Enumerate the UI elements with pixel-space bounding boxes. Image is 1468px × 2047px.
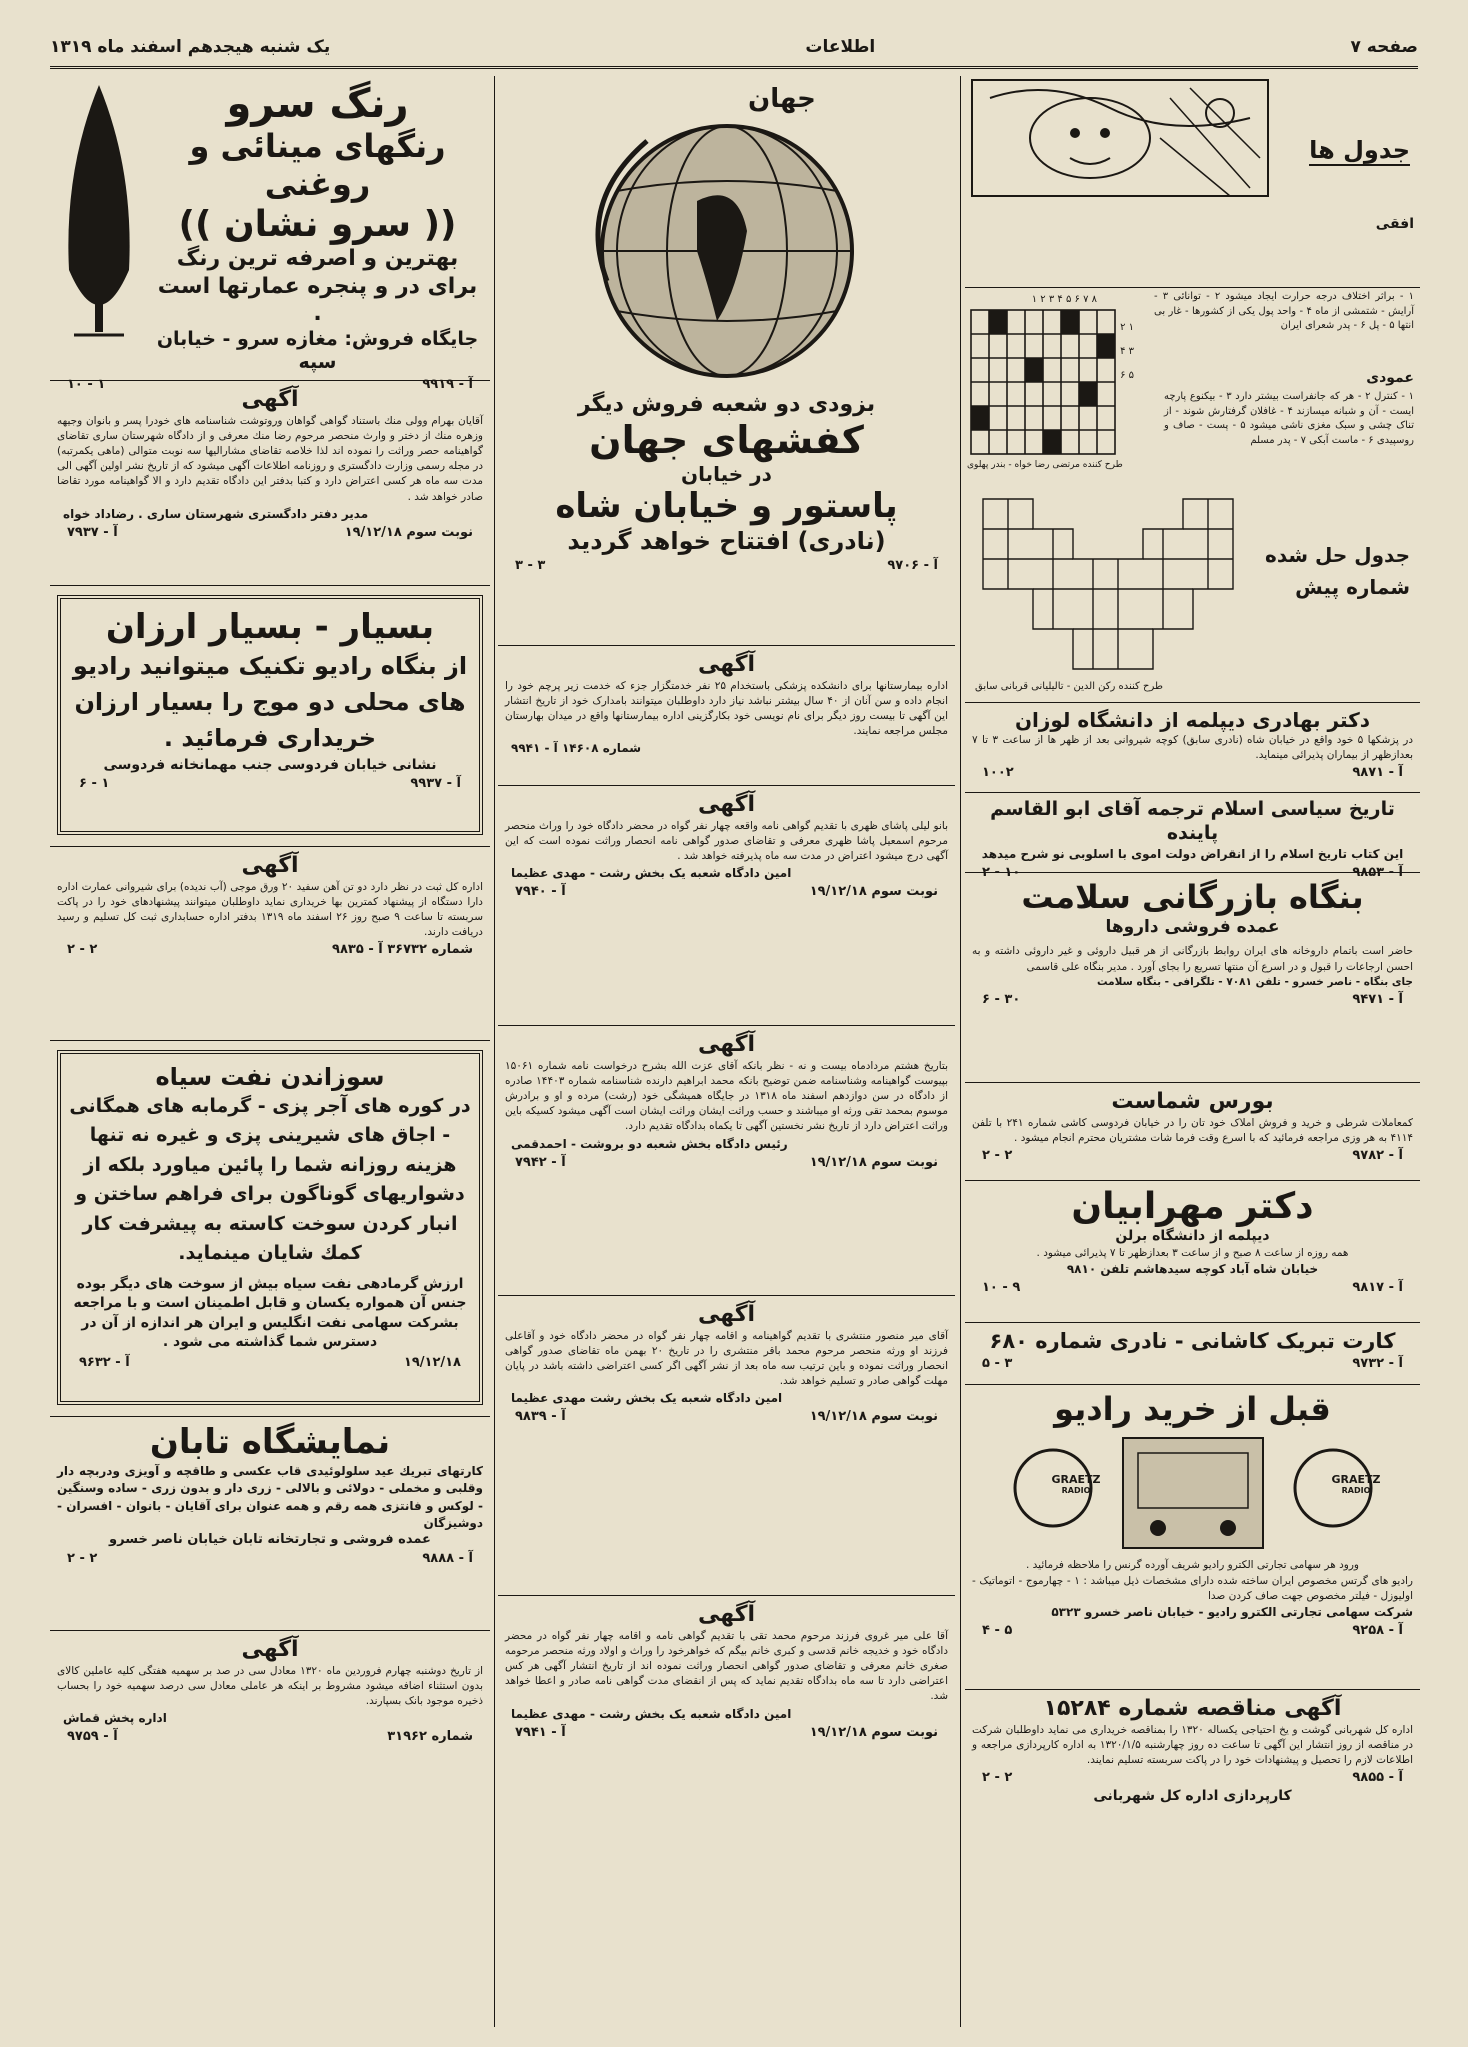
crossword-grid: [969, 308, 1119, 458]
middle-column: [498, 76, 955, 2027]
ad-signature: امین دادگاه شعبه یک بخش رشت - مهدی عظیما: [511, 866, 792, 881]
ad-line-4: بهترین و اصرفه ترین رنگ: [176, 246, 459, 272]
ad-line-1: رنگ سرو: [226, 81, 409, 127]
ref-run: ۹ - ۱۰: [982, 1280, 1021, 1296]
ad-inheritance-notice: [50, 381, 490, 586]
down-heading: عمودی: [1366, 370, 1414, 386]
ad-subtitle: دیپلمه از دانشگاه برلن: [1115, 1228, 1270, 1245]
crossword-author: طرح کننده مرتضی رضا خواه - بندر پهلوی: [967, 460, 1123, 470]
issue-date: یک شنبه هیجدهم اسفند ماه ۱۳۱۹: [50, 37, 331, 57]
radio-brand-right: [1311, 1473, 1401, 1495]
ref-number: آ - ۹۲۵۸: [1352, 1623, 1403, 1639]
ad-signature: اداره پخش قماش: [63, 1711, 167, 1726]
ad-title: آگهی: [697, 792, 756, 817]
cypress-tree-icon: [54, 80, 144, 350]
ad-reference: [972, 763, 1413, 782]
ad-reference: [505, 556, 948, 575]
ref-number: آ - ۹۸۸۸: [422, 1551, 473, 1567]
ad-title: آگهی: [697, 652, 756, 677]
ref-number: آ - ۹۶۳۲: [79, 1355, 130, 1370]
ref-number: آ - ۹۸۳۹: [515, 1409, 566, 1425]
ad-body: بانو لیلی پاشای ظهری با تقدیم گواهی نامه واقعه چهار نفر گواه در محضر دادگاه خود را وراث منحصر مرحوم اسمعیل پاشا ظهری معرفی و تقاضای صدور گواهی نامه انحصار وراثت نموده است که این آگهی درج میشود اعتراض در مدت سه ماه پذیرفته خواهد شد .: [505, 819, 948, 862]
ref-number: شماره ۳۶۷۳۲ آ - ۹۸۳۵: [332, 942, 473, 958]
ad-title: بنگاه بازرگانی سلامت: [1021, 878, 1364, 916]
across-clues: ۱ - براثر اختلاف درجه حرارت ایجاد میشود ۲ - توانائی ۳ - آرایش - شتمشی از ماه ۴ - واحد پول یکی از کشورها - غار بی انتها ۵ - پل ۶ - پدر شعرای ایران: [1154, 291, 1415, 331]
brand-sub: RADIO: [1341, 1486, 1371, 1495]
solved-title: جدول حل شده: [1265, 543, 1410, 567]
down-clues: ۱ - کنترل ۲ - هر که جانفراست بیشتر دارد ۳ - بیکنوع پارچه ایست - آن و شبانه میسازند ۴ - غافلان گرفتارش شوند - از تناک چشی و سبک مغزی ناشی میشود ۵ - پست - صاف و روسپیدی ۶ - ماست آبکی ۷ - پدر مسلم: [1164, 391, 1414, 446]
newspaper-name: اطلاعات: [805, 37, 876, 57]
ad-title: کارت تبریک کاشانی - نادری شماره ۶۸۰: [989, 1329, 1396, 1353]
ad-line-4: پاستور و خیابان شاه: [555, 486, 898, 527]
ad-line-1: بزودی دو شعبه فروش دیگر: [577, 392, 876, 417]
ref-number: شماره ۳۱۹۶۲: [387, 1729, 473, 1745]
ref-run: ۳ - ۳: [515, 558, 546, 574]
right-column: [965, 76, 1420, 2027]
ad-doctor-mehrabian: [965, 1181, 1420, 1323]
ad-islam-history-book: [965, 793, 1420, 880]
ad-line-2: کفشهای جهان: [589, 417, 864, 462]
ad-title: آگهی: [241, 853, 299, 878]
ad-graetz-radio: [965, 1385, 1420, 1690]
ref-number: آ - ۷۹۴۰: [515, 884, 566, 900]
ref-run: ۲ - ۲: [67, 1551, 98, 1567]
ad-title: نمایشگاه تابان: [149, 1422, 391, 1462]
ad-address: خیابان شاه آباد کوچه سیدهاشم تلفن ۹۸۱۰: [1066, 1261, 1319, 1276]
ad-reference: [972, 1768, 1413, 1787]
crossword-header: [965, 76, 1420, 288]
ad-body: اداره کل شهربانی گوشت و یخ احتیاجی یکساله ۱۳۲۰ را بمناقصه خریداری می نماید داوطلبان شرکت در مناقصه از روز انتشار این آگهی تا ساعت ده روز چهارشنبه ۱۳۲۰/۱/۵ به اداره کارپردازی مراجعه و اطلاعات لازم را تحصیل و پیشنهادات خود را در پاکت سربسته تسلیم نمایند.: [972, 1723, 1413, 1766]
ad-body: در کوره های آجر پزی - گرمابه های همگانی - اجاق های شیرینی پزی و غیره نه تنها هزینه روزانه شما را پائین میاورد بلکه از دشواریهای گوناگون برای فراهم ساختن و انبار کردن سوخت کاسته به پیشرفت کار کمك شایان مینماید.: [69, 1095, 471, 1265]
ad-signature: امین دادگاه شعبه یک بخش رشت - مهدی عظیما: [511, 1706, 792, 1721]
ad-black-oil: [50, 1041, 490, 1416]
ad-title: دکتر مهرابیان: [1071, 1186, 1314, 1227]
ad-boorse: [965, 1083, 1420, 1181]
ad-line-5: (نادری) افتتاح خواهد گردید: [567, 527, 886, 556]
ad-reference: [972, 990, 1413, 1009]
column-rule: [494, 76, 495, 2027]
ref-number: آ - ۷۹۴۲: [515, 1154, 566, 1170]
ad-cheap-radio: [50, 586, 490, 846]
ad-court-notice-1: [498, 786, 955, 1026]
ad-reference: [69, 1353, 471, 1372]
ad-tender: [965, 1690, 1420, 1890]
ad-body: کمعاملات شرطی و خرید و فروش املاک خود تان را در خیابان فردوسی کاشی شماره ۲۴۱ با تلفن ۴۱۱۴ به هر وزی مراجعه فرمائید که با اسرع وقت فرما شات مشتریان محترم انجام میشود .: [972, 1116, 1414, 1144]
ad-body: از بنگاه رادیو تکنیک میتوانید رادیو های محلی دو موج را بسیار ارزان خریداری فرمائید .: [72, 651, 468, 752]
ad-frame: [57, 595, 483, 835]
ad-reference: شماره ۱۴۶۰۸ آ - ۹۹۴۱: [511, 741, 642, 756]
ref-number: آ - ۹۸۱۷: [1352, 1280, 1403, 1296]
ref-date: نوبت سوم ۱۹/۱۲/۱۸: [809, 1409, 938, 1425]
ad-body: بتاریخ هشتم مردادماه بیست و نه - نظر بانکه آقای عزت الله بشرح درخواست نامه شماره ۱۵۰۶۱ بپیوست گواهینامه وشناسنامه ضمن توضیح بانکه محمد ابراهیم دارنده شناسنامه شماره ۱۴۴۰۳ صادره از دادگاه در سن دوازدهم اسفند ماه ۱۳۱۸ در جایگاه همیشگی خود (رشت) مرده و او و برادرش موسوم بمحمد تقی ورثه او میباشند و حسب وراثت ایشان وراثت ایشان است آگهی میشود کسیکه باین وراثت اعتراض دارد از تاریخ نشر نخستین آگهی تا یکماه بدادگاه تقدیم دارد.: [505, 1059, 948, 1133]
ad-body-detail: ارزش گرمادهی نفت سیاه بیش از سوخت های دیگر بوده جنس آن همواره یکسان و قابل اطمینان است و با مراجعه بشرکت سهامی نفت انگلیس و ایران هر اندازه از آن در دسترس شما گذاشته می شود .: [73, 1275, 467, 1351]
ad-reference: [505, 882, 948, 901]
ad-address: نشانی خیابان فردوسی جنب مهمانخانه فردوسی: [103, 756, 437, 773]
left-column: [50, 76, 490, 2027]
ad-reference: [505, 1153, 948, 1172]
ad-line-3: (( سرو نشان )): [178, 203, 457, 245]
ref-run: ۲ - ۲: [982, 1770, 1013, 1786]
ad-court-notice-3: [498, 1296, 955, 1596]
ad-title: سوزاندن نفت سیاه: [155, 1063, 385, 1091]
ad-hospital-hiring: [498, 646, 955, 786]
ref-date: نوبت سوم ۱۹/۱۲/۱۸: [809, 884, 938, 900]
ad-address: جای بنگاه - ناصر خسرو - تلفن ۷۰۸۱ - تلگرافی - بنگاه سلامت: [1096, 975, 1413, 988]
ad-body: حاضر است باتمام داروخانه های ایران روابط بازرگانی از هر قبیل داروئی و غیر داروئی داشته و به احسن ارجاعات را قبول و در اسرع آن منتها تسریع را بجای آورد . مدیر بنگاه علی قاسمی: [972, 945, 1413, 973]
ad-title: قبل از خرید رادیو: [1054, 1390, 1331, 1428]
crossword-title: جدول ها: [1309, 136, 1410, 164]
ad-body: کارتهای تبریك عید سلولوئیدی قاب عکسی و طاقچه و آویزی ودربچه دار وقلبی و مخملی - دولائی و بالالی - زری دار و بدون زری - ساده وسنگین - لوکس و فانتزی همه رقم و همه عنوان برای آقایان - بانوان - افسران - دوشیزگان: [57, 1463, 483, 1530]
ad-reference: [57, 1727, 483, 1746]
ref-number: آ - ۹۴۷۱: [1352, 992, 1403, 1008]
ad-reference: [972, 1354, 1413, 1373]
ref-number: آ - ۹۸۵۳: [1352, 864, 1403, 880]
ref-date: نوبت سوم ۱۹/۱۲/۱۸: [809, 1724, 938, 1740]
ad-jahan-shoes: [498, 76, 955, 646]
ref-run: ۲ - ۲: [67, 942, 98, 958]
ref-run: ۱۰۰۲: [982, 765, 1014, 781]
ad-body: از تاریخ دوشنبه چهارم فروردین ماه ۱۳۲۰ معادل سی در صد بر سهمیه هفتگی کلیه عاملین کالای بدون استثناء اضافه میشود مشروط بر اینکه هر عاملی معادل سی درصد سهمیه خود را بحساب ذخیره موجود بانک بسپارند.: [57, 1664, 483, 1707]
ref-number: آ - ۹۹۱۹: [422, 377, 473, 393]
ad-court-notice-2: [498, 1026, 955, 1296]
ad-title: بورس شماست: [1111, 1089, 1274, 1114]
ad-reference: [57, 523, 483, 542]
ad-sarv-paint: [50, 76, 490, 393]
ad-signature: مدیر دفتر دادگستری شهرستان ساری . رضاداد خواه: [63, 506, 369, 521]
ad-textile-distribution: [50, 1631, 490, 1821]
ad-line-5: برای در و پنجره عمارتها است .: [157, 273, 478, 327]
ref-number: آ - ۹۸۵۵: [1352, 1770, 1403, 1786]
ref-number: آ - ۹۷۸۲: [1352, 1147, 1403, 1163]
ref-run: ۱۰ - ۲: [982, 864, 1021, 880]
ad-reference: [972, 1278, 1413, 1297]
ad-title: آگهی: [697, 1032, 756, 1057]
ad-title: آگهی: [697, 1302, 756, 1327]
ad-body: آقا علی میر غروی فرزند مرحوم محمد تقی با تقدیم گواهی نامه و اقامه چهار نفر گواه در محضر دادگاه خود و خدیجه خانم قدسی و کبری خانم بیگم که خواهرخود را وراث و اولاد ورثه منحصر مرحومه صغری خانم معرفی و تقاضای صدور گواهی انحصار وراثت نموده اند از تاریخ انتشار آگهی هر کس اعتراضی دارد تا سه ماه بدادگاه تقدیم نماید که پس از انقضای مدت گواهی نامه صادر و اعطا خواهد شد.: [505, 1629, 948, 1703]
ad-company: شرکت سهامی تجارتی الکترو رادیو - خیابان ناصر خسرو ۵۳۲۳: [1051, 1605, 1413, 1620]
ref-number: آ - ۷۹۳۷: [67, 524, 118, 540]
ad-signature: کارپردازی اداره کل شهربانی: [1093, 1788, 1292, 1805]
ad-title: آگهی: [241, 1637, 299, 1662]
ref-date: نوبت سوم ۱۹/۱۲/۱۸: [344, 524, 473, 540]
ad-title: آگهی: [241, 387, 299, 412]
ad-salamat-trading: [965, 873, 1420, 1083]
ref-run: ۲ - ۲: [982, 1147, 1013, 1163]
page-number: صفحه ۷: [1350, 37, 1418, 57]
ad-title: بسیار - بسیار ارزان: [105, 607, 435, 647]
ad-taban-exhibition: [50, 1416, 490, 1631]
ad-address: عمده فروشی و تجارتخانه تابان خیابان ناصر خسرو: [109, 1532, 431, 1548]
ad-greeting-card: [965, 1323, 1420, 1385]
solved-crossword: [965, 483, 1420, 703]
ad-title: دکتر بهادری دیپلمه از دانشگاه لوزان: [1014, 708, 1371, 732]
ref-run: ۵ - ۴: [982, 1623, 1013, 1639]
grid-top-numbers: ۸ ۷ ۶ ۵ ۴ ۳ ۲ ۱: [1031, 294, 1097, 305]
ref-number: آ - ۷۹۴۱: [515, 1724, 566, 1740]
jahan-logo: جهان: [748, 84, 816, 114]
crossword-illustration: [970, 78, 1270, 198]
radio-brand-left: [1031, 1473, 1121, 1495]
ad-title: آگهی مناقصه شماره ۱۵۲۸۴: [1043, 1696, 1342, 1721]
brand-name: GRAETZ: [1051, 1473, 1101, 1486]
ad-body: آقایان بهرام وولی منك باستناد گواهی گواهان وروتوشت شناسنامه های خودرا پسر و بانوان وجیهه وزهره منك از دختر و وارث منحصر مرحوم رضا منك معرفی و از دادگاه شهرستان ساری تقاضای گواهینامه حصر وراثت را نموده اند لذا خلاصه تقاضای مشارالیها سه نوبت متوالی (ماهی یکمرتبه) در مجله رسمی وزارت دادگستری و روزنامه اطلاعات آگهی میشود که از تاریخ نشر اولین آگهی الی مدت سه ماه هر کسی اعتراض دارد و کتبا بدفتر این دادگاه تقدیم دارد و الا گواهینامه مورد تقاضا صادر خواهد شد .: [57, 414, 483, 503]
crossword-puzzle: [965, 288, 1420, 483]
ad-reference: [57, 375, 483, 394]
ad-reference: [69, 774, 471, 793]
brand-sub: RADIO: [1061, 1486, 1091, 1495]
ref-number: آ - ۹۷۰۶: [887, 558, 938, 574]
ref-number: آ - ۹۹۳۷: [410, 775, 461, 791]
ref-run: ۱ - ۱۰: [67, 377, 106, 393]
across-heading: افقی: [1375, 216, 1414, 232]
ad-court-notice-4: [498, 1596, 955, 2016]
ad-reference: [972, 1621, 1413, 1640]
ad-body: ورود هر سهامی تجارتی الکترو رادیو شریف آورده گرنس را ملاحظه فرمائید .: [1026, 1559, 1359, 1572]
ad-title: تاریخ سیاسی اسلام ترجمه آقای ابو القاسم پاینده: [990, 798, 1395, 844]
ref-date: نوبت سوم ۱۹/۱۲/۱۸: [809, 1154, 938, 1170]
solved-author: طرح کننده رکن الدین - تالیلیانی قربانی سابق: [975, 681, 1163, 692]
grid-side-numbers: ۱ ۲ ۳ ۴ ۵ ۶: [1120, 322, 1134, 381]
globe-illustration: [587, 81, 867, 391]
ad-doctor-bahadori: [965, 703, 1420, 793]
ad-reference: [57, 940, 483, 959]
ad-body: در پزشکها ۵ خود واقع در خیابان شاه (نادری سابق) کوچه شیروانی بعد از ظهر ها از ساعت ۳ تا ۷ بعدازظهر از بیماران پذیرائی مینماید.: [972, 734, 1414, 762]
ref-number: آ - ۹۷۳۲: [1352, 1356, 1403, 1372]
ad-body: اداره بیمارستانها برای دانشکده پزشکی باستخدام ۲۵ نفر خدمتگزار جزء که خدمت زیر پرچم خود را انجام داده و سن آنان از ۴۰ سال بیشتر نباشد نیاز دارد داوطلبان میتوانند بامدارک خود از تاریخ انتشار این آگهی تا بیست روز دیگر برای نام نویسی خود بکارگزینی اداره بیمارستانها واقع در میدان بهارستان مجلس مراجعه نمایند.: [505, 679, 948, 738]
ad-body: آقای میر منصور منتشری با تقدیم گواهینامه و اقامه چهار نفر گواه در محضر دادگاه خود و آقاعلی فرزند او ورثه منحصر مرحوم محمد باقر منتشری را در تاریخ ۲۰ بهمن ماه تقاضای صدور گواهی انحصار وراثت نموده و باین ترتیب سه ماه بعد از نشر آگهی اگر کسی اعتراضی داشته باشد در پایان مهلت گواهی صادر و تسلیم خواهد شد.: [505, 1329, 948, 1388]
ad-body: این کتاب تاریخ اسلام را از انقراض دولت اموی با اسلوبی نو شرح میدهد: [981, 846, 1404, 861]
ref-run: ۳۰ - ۶: [982, 992, 1021, 1008]
ad-body: اداره کل ثبت در نظر دارد دو تن آهن سفید ۲۰ ورق موجی (آب ندیده) برای شیروانی عمارت اداره دارا دستگاه از پیشنهاد کمترین بها خریداری نماید داوطلبان میتوانند پیشنهادهای خود را در پاکت سربسته تا ساعت ۹ صبح روز ۲۶ اسفند ماه ۱۳۱۹ بدفتر اداره حسابداری ثبت کل تسلیم و رسید دریافت دارند.: [57, 880, 484, 939]
ad-subtitle: عمده فروشی داروها: [1105, 917, 1280, 938]
ad-frame: [57, 1050, 483, 1405]
ad-signature: رئیس دادگاه بخش شعبه دو بروشت - احمدقمی: [511, 1136, 788, 1151]
ad-title: آگهی: [697, 1602, 756, 1627]
ad-line-3: در خیابان: [681, 462, 772, 487]
ad-reference: [972, 1146, 1413, 1165]
ad-body: همه روزه از ساعت ۸ صبح و از ساعت ۳ بعدازظهر تا ۷ پذیرائی میشود .: [1036, 1246, 1349, 1259]
ref-number: آ - ۹۸۷۱: [1352, 765, 1403, 781]
brand-name: GRAETZ: [1331, 1473, 1381, 1486]
ref-run: آ - ۹۷۵۹: [67, 1729, 118, 1745]
ref-run: ۱ - ۶: [79, 775, 110, 791]
ad-body-detail: رادیو های گرتس مخصوص ایران ساخته شده دارای مشخصات ذیل میباشد : ۱ - چهارموج - اتوماتیک - اولیوزل - فیلتر مخصوص جهت صاف کردن صدا: [972, 1574, 1413, 1602]
ad-line-6: جایگاه فروش: مغازه سرو - خیابان سپه: [156, 327, 479, 374]
solved-subtitle: شماره پیش: [1295, 575, 1410, 599]
ref-run: ۳ - ۵: [982, 1356, 1013, 1372]
page-header: [50, 28, 1418, 69]
ad-reference: [57, 1549, 483, 1568]
solved-grid: [973, 489, 1243, 679]
column-rule: [960, 76, 961, 2027]
ad-signature: امین دادگاه شعبه یک بخش رشت مهدی عظیما: [511, 1391, 783, 1406]
ad-line-2: رنگهای مینائی و روغنی: [189, 127, 446, 204]
ad-roofing-tender: [50, 846, 490, 1041]
ref-date: ۱۹/۱۲/۱۸: [403, 1355, 461, 1370]
ad-reference: [505, 1723, 948, 1742]
ad-reference: [505, 1407, 948, 1426]
